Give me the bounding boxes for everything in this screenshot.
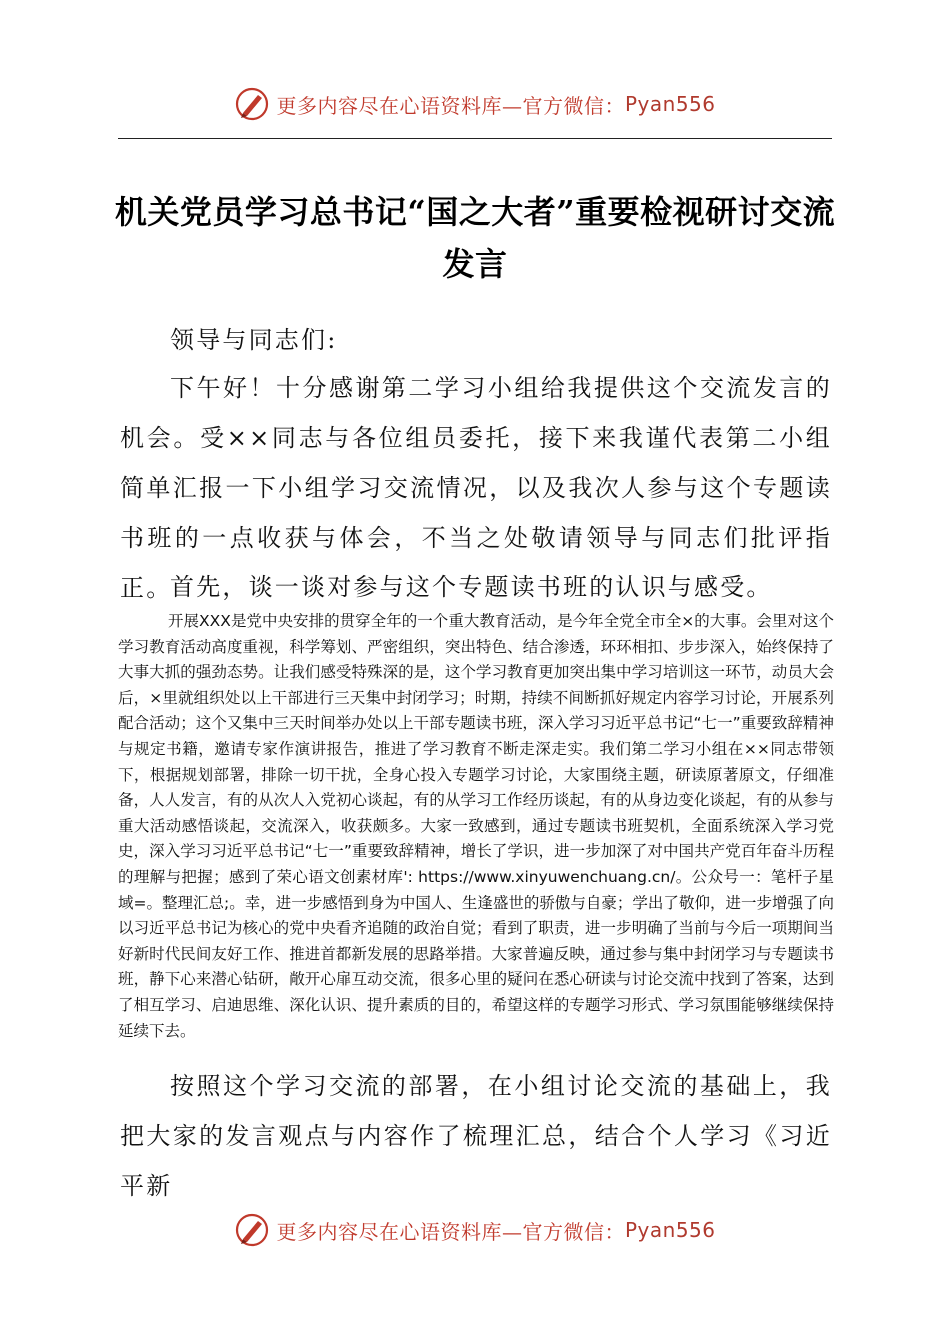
paragraph-4: 按照这个学习交流的部署，在小组讨论交流的基础上，我把大家的发言观点与内容作了梳理汇总，结合个人学习《习近平新: [120, 1072, 832, 1200]
footer-banner-text: 更多内容尽在心语资料库—官方微信：: [276, 1219, 625, 1244]
pen-logo-icon: [234, 1212, 270, 1248]
paragraph-1: 下午好！十分感谢第二学习小组给我提供这个交流发言的机会。受××同志与各位组员委托，接下来我谨代表第二小组简单汇报一下小组学习交流情况，以及我次人参与这个专题读书班的一点收获与体会，不当之处敬请领导与同志们批评指正。: [120, 374, 832, 602]
header-banner-text: 更多内容尽在心语资料库—官方微信：: [276, 93, 625, 118]
pen-logo-icon: [234, 86, 270, 122]
header-wechat-id: Pyan556: [624, 92, 716, 116]
footer-banner: [0, 1210, 950, 1250]
header-banner: [0, 84, 950, 124]
footer-wechat-id: Pyan556: [624, 1218, 716, 1242]
paragraph-2: 首先，谈一谈对参与这个专题读书班的认识与感受。: [170, 573, 773, 601]
header-divider: [118, 138, 832, 139]
paragraph-3: 开展XXX是党中央安排的贯穿全年的一个重大教育活动，是今年全党全市全×的大事。会里对这个学习教育活动高度重视，科学筹划、严密组织，突出特色、结合渗透，环环相扣、步步深入，始终保持了大事大抓的强劲态势。让我们感受特殊深的是，这个学习教育更加突出集中学习培训这一环节，动员大会后，×里就组织处以上干部进行三天集中封闭学习；时期，持续不间断抓好规定内容学习讨论，开展系列配合活动；这个又集中三天时间举办处以上干部专题读书班，深入学习习近平总书记“七一”重要致辞精神与规定书籍，邀请专家作演讲报告，推进了学习教育不断走深走实。我们第二学习小组在××同志带领下，根据规划部署，排除一切干扰，全身心投入专题学习讨论，大家围绕主题，研读原著原文，仔细准备，人人发言，有的从次人入党初心谈起，有的从学习工作经历谈起，有的从身边变化谈起，有的从参与重大活动感悟谈起，交流深入，收获颇多。大家一致感到，通过专题读书班契机，全面系统深入学习党史，深入学习习近平总书记“七一”重要致辞精神，增长了学识，进一步加深了对中国共产党百年奋斗历程的理解与把握；感到了荣心语文创素材库': https://www.xinyuwenchuang.cn/。公众号一：笔杆子星域=。整理汇总;。幸，进一步感悟到身为中国人、生逢盛世的骄傲与自豪；学出了敬仰，进一步增强了向以习近平总书记为核心的党中央看齐追随的政治自觉；看到了职责，进一步明确了当前与今后一项期间当好新时代民间友好工作、推进首都新发展的思路举措。大家普遍反映，通过参与集中封闭学习与专题读书班，静下心来潜心钻研，敞开心扉互动交流，很多心里的疑问在悉心研读与讨论交流中找到了答案，达到了相互学习、启迪思维、深化认识、提升素质的目的，希望这样的专题学习形式、学习氛围能够继续保持延续下去。: [118, 612, 834, 1040]
salutation: 领导与同志们:: [170, 326, 338, 354]
document-title: 机关党员学习总书记“国之大者”重要检视研讨交流发言: [114, 193, 836, 283]
